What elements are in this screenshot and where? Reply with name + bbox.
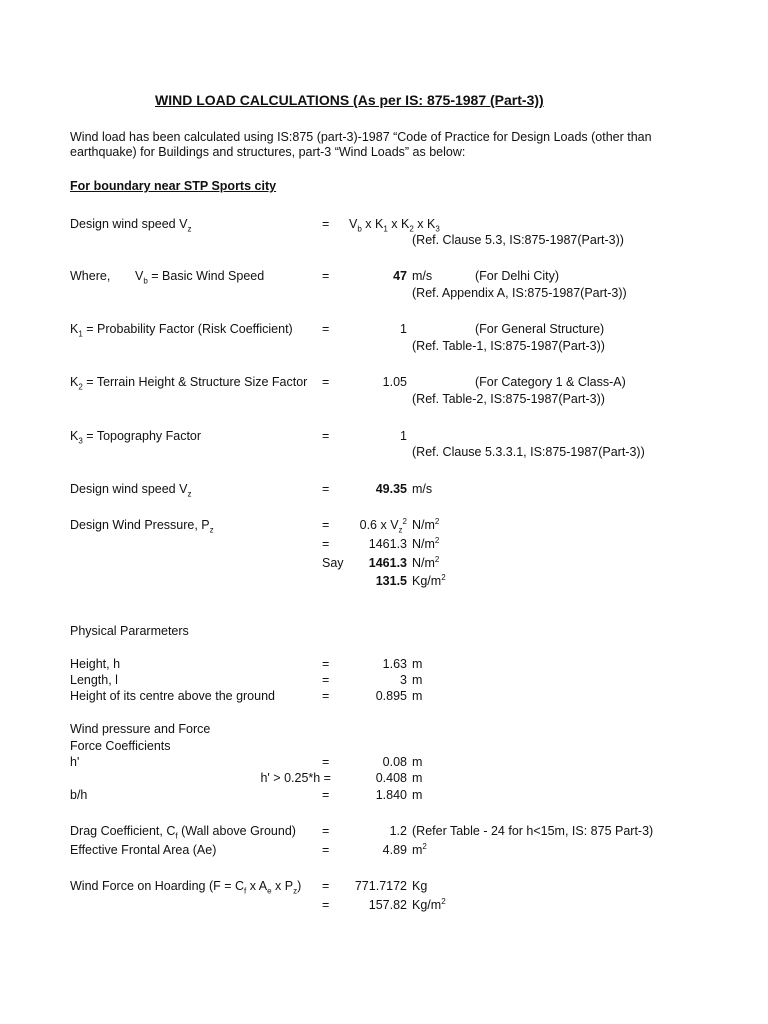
design-speed-ref: (Ref. Clause 5.3, IS:875-1987(Part-3)) (412, 233, 624, 247)
drag-note: (Refer Table - 24 for h<15m, IS: 875 Part-3) (412, 824, 654, 838)
page-title: WIND LOAD CALCULATIONS (As per IS: 875-1987 (Part-3)) (155, 92, 544, 108)
k2-eq: = (322, 375, 330, 389)
force-heading-2: Force Coefficients (70, 739, 171, 753)
design-speed-result-unit: m/s (412, 482, 433, 496)
basic-speed-ref: (Ref. Appendix A, IS:875-1987(Part-3)) (412, 286, 627, 300)
design-speed-result-eq: = (322, 482, 330, 496)
wind-force-unit-1: Kg (412, 879, 428, 893)
height-value: 1.63 (382, 657, 407, 671)
design-speed-label: Design wind speed $V_z$ (70, 217, 192, 234)
h-cond-label: h' > 0.25*h = (260, 771, 331, 785)
wind-force-eq-1: = (322, 879, 330, 893)
h-prime-eq: = (322, 755, 330, 769)
pressure-formula: 0.6 x $V_z^2$ (359, 516, 407, 535)
k1-eq: = (322, 322, 330, 336)
pressure-value-4: 131.5 (375, 574, 407, 588)
basic-speed-value: 47 (393, 269, 407, 283)
length-label: Length, l (70, 673, 118, 687)
intro-line-2: earthquake) for Buildings and structures, part-3 “Wind Loads” as below: (70, 145, 466, 159)
basic-speed-label: $V_b$ = Basic Wind Speed (135, 269, 265, 286)
area-value: 4.89 (382, 843, 407, 857)
pressure-unit-4: $Kg/m^2$ (412, 572, 446, 588)
h-prime-value: 0.08 (382, 755, 407, 769)
centre-label: Height of its centre above the ground (70, 689, 275, 703)
force-heading-1: Wind pressure and Force (70, 722, 211, 736)
pressure-unit-2: $N/m^2$ (412, 535, 440, 551)
k1-note: (For General Structure) (475, 322, 605, 336)
bh-eq: = (322, 788, 330, 802)
wind-force-eq-2: = (322, 898, 330, 912)
physical-heading: Physical Pararmeters (70, 624, 189, 638)
centre-unit: m (412, 689, 423, 703)
basic-speed-eq: = (322, 269, 330, 283)
intro-line-1: Wind load has been calculated using IS:875 (part-3)-1987 “Code of Practice for Design Loads (other than (70, 130, 652, 144)
wind-force-unit-2: $Kg/m^2$ (412, 896, 446, 912)
k3-label: $K_3$ = Topography Factor (70, 429, 202, 446)
drag-label: Drag Coefficient, $C_f$ (Wall above Ground) (70, 824, 296, 841)
wind-force-label: Wind Force on Hoarding ($F = C_f$ x $A_e$ x $P_z$) (70, 879, 302, 896)
length-eq: = (322, 673, 330, 687)
height-unit: m (412, 657, 423, 671)
basic-speed-note: (For Delhi City) (475, 269, 560, 283)
bh-unit: m (412, 788, 423, 802)
length-value: 3 (400, 673, 407, 687)
k3-eq: = (322, 429, 330, 443)
pressure-say: Say (322, 556, 344, 570)
wind-force-value-1: 771.7172 (354, 879, 407, 893)
pressure-value-2: 1461.3 (368, 537, 407, 551)
k2-ref: (Ref. Table-2, IS:875-1987(Part-3)) (412, 392, 605, 406)
k1-label: $K_1$ = Probability Factor (Risk Coefficient) (70, 322, 293, 339)
drag-value: 1.2 (389, 824, 407, 838)
height-label: Height, h (70, 657, 121, 671)
basic-speed-unit: m/s (412, 269, 433, 283)
where-label: Where, (70, 269, 111, 283)
h-prime-unit: m (412, 755, 423, 769)
h-cond-value: 0.408 (375, 771, 407, 785)
k2-value: 1.05 (382, 375, 407, 389)
k1-value: 1 (400, 322, 407, 336)
area-eq: = (322, 843, 330, 857)
h-cond-unit: m (412, 771, 423, 785)
k2-note: (For Category 1 & Class-A) (475, 375, 626, 389)
k2-label: $K_2$ = Terrain Height & Structure Size Factor (70, 375, 308, 392)
area-unit: $m^2$ (412, 841, 427, 857)
k3-value: 1 (400, 429, 407, 443)
wind-force-value-2: 157.82 (368, 898, 407, 912)
pressure-eq-1: = (322, 518, 330, 532)
design-speed-result-label: Design wind speed $V_z$ (70, 482, 192, 499)
h-prime-label: h' (70, 755, 80, 769)
design-speed-eq: = (322, 217, 330, 231)
bh-label: b/h (70, 788, 88, 802)
pressure-unit-3: $N/m^2$ (412, 554, 440, 570)
design-speed-result-value: 49.35 (375, 482, 407, 496)
pressure-unit-1: $N/m^2$ (412, 516, 440, 532)
centre-value: 0.895 (375, 689, 407, 703)
height-eq: = (322, 657, 330, 671)
pressure-label: Design Wind Pressure, $P_z$ (70, 518, 214, 535)
bh-value: 1.840 (375, 788, 407, 802)
centre-eq: = (322, 689, 330, 703)
pressure-eq-2: = (322, 537, 330, 551)
area-label: Effective Frontal Area (Ae) (70, 843, 217, 857)
k3-ref: (Ref. Clause 5.3.3.1, IS:875-1987(Part-3)) (412, 445, 645, 459)
section-heading: For boundary near STP Sports city (70, 179, 277, 193)
design-speed-formula: $V_b$ x $K_1$ x $K_2$ x $K_3$ (349, 217, 440, 234)
pressure-value-3: 1461.3 (368, 556, 407, 570)
drag-eq: = (322, 824, 330, 838)
k1-ref: (Ref. Table-1, IS:875-1987(Part-3)) (412, 339, 605, 353)
length-unit: m (412, 673, 423, 687)
